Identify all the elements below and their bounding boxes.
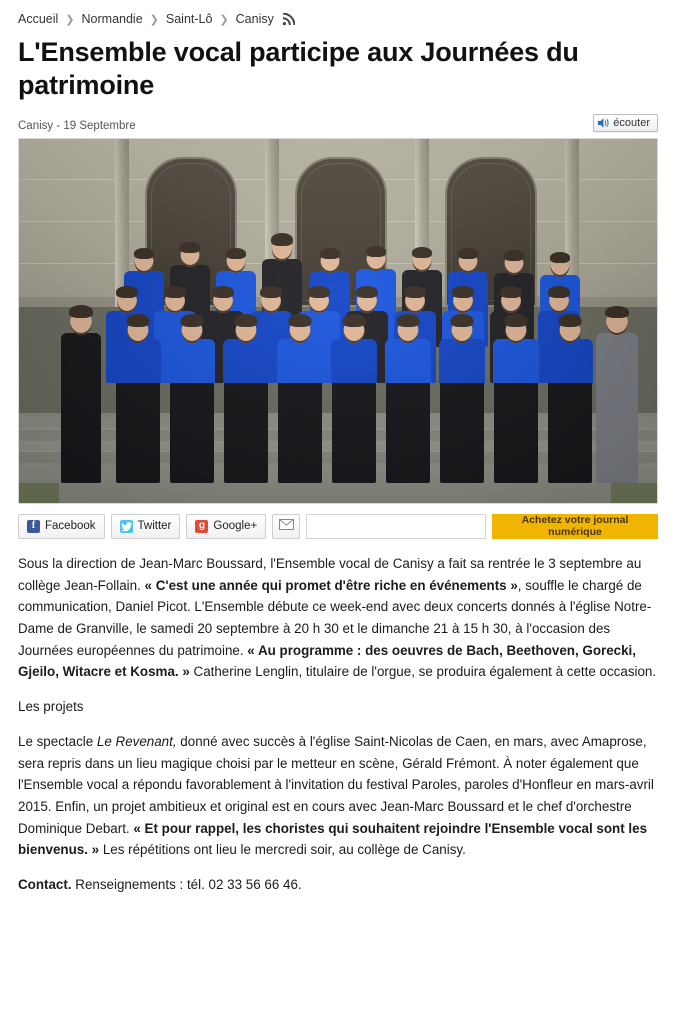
text-run: Les projets [18,699,84,715]
photo-illustration [19,139,657,503]
text-run: Sous la direction de Jean-Marc Boussard, l'Ensemble vocal de Canisy a fait sa rentrée le 3 septembre au collège Jean-Follain. [18,555,642,593]
text-run-bold: « C'est une année qui promet d'être riche en événements » [144,577,518,593]
share-bar [18,514,658,539]
breadcrumb-separator: ❯ [65,13,75,26]
breadcrumb [18,8,658,32]
googleplus-icon: g [195,520,208,533]
speaker-icon [598,117,609,129]
text-run: Les répétitions ont lieu le mercredi soir, au collège de Canisy. [99,842,466,858]
listen-button[interactable] [593,114,658,132]
text-run: Renseignements : tél. 02 33 56 66 46. [71,877,302,893]
email-share-button[interactable] [272,514,300,539]
breadcrumb-item-accueil[interactable]: Accueil [18,12,59,26]
article-paragraph-1 [18,553,658,683]
article-photo [18,138,658,504]
article-contact [18,874,658,896]
text-run: donné avec succès à l'église Saint-Nicolas de Caen, en mars, avec Amaprose, sera repris dans un lieu magique choisi par le metteur en scène, Gérald Frémont. À noter également que l'Ensemble vocal a répondu favorablement à l'invitation du festival Paroles, paroles d'Honfleur en mars-avril 2015. Enfin, un projet ambitieux et original est en cours avec Jean-Marc Boussard et le chef d'orchestre Dominique Debart. [18,733,654,836]
googleplus-share-button[interactable] [186,514,266,539]
text-run: , souffle le chargé de communication, Daniel Picot. L'Ensemble débute ce week-end avec deux concerts donnés à l'église Notre-Dame de Granville, le samedi 20 septembre à 20 h 30 et le dimanche 21 à 15 h 30, à l'occasion des Journées européennes du patrimoine. [18,577,652,658]
facebook-icon: f [27,520,40,533]
promo-buy-digital-paper[interactable]: Achetez votre journal numérique [492,514,658,539]
text-run-bold: « Et pour rappel, les choristes qui souhaitent rejoindre l'Ensemble vocal sont les bienvenus. » [18,820,648,858]
text-run-bold: « Au programme : des oeuvres de Bach, Beethoven, Gorecki, Gjeilo, Witacre et Kosma. » [18,642,636,680]
listen-button-label: écouter [613,116,650,129]
article-body [18,553,658,896]
article-dateline: Canisy - 19 Septembre [18,119,136,132]
text-run-italic: Le Revenant, [96,733,177,749]
text-run: Catherine Lenglin, titulaire de l'orgue, se produira également à cette occasion. [189,664,657,680]
dateline-row [18,112,658,132]
breadcrumb-item-saint-lo[interactable]: Saint-Lô [165,12,213,26]
breadcrumb-separator: ❯ [219,13,229,26]
facebook-share-label: Facebook [45,520,96,533]
article-paragraph-2 [18,731,658,861]
article-subheading [18,696,658,718]
share-bar-spacer [306,514,486,539]
text-run-bold: Contact. [18,877,72,893]
breadcrumb-item-canisy[interactable]: Canisy [235,12,274,26]
conductor-left [55,293,107,483]
breadcrumb-item-normandie[interactable]: Normandie [81,12,143,26]
text-run: Le spectacle [18,733,97,749]
facebook-share-button[interactable] [18,514,105,539]
rss-icon[interactable] [282,13,295,26]
page-title: L'Ensemble vocal participe aux Journées du patrimoine [18,37,579,100]
choir-row-front [19,293,657,483]
twitter-share-button[interactable] [111,514,181,539]
man-right-grey-suit [591,293,643,483]
twitter-icon [120,520,133,533]
googleplus-share-label: Google+ [213,520,258,533]
twitter-share-label: Twitter [137,520,172,533]
breadcrumb-separator: ❯ [149,13,159,26]
envelope-icon [279,517,294,535]
